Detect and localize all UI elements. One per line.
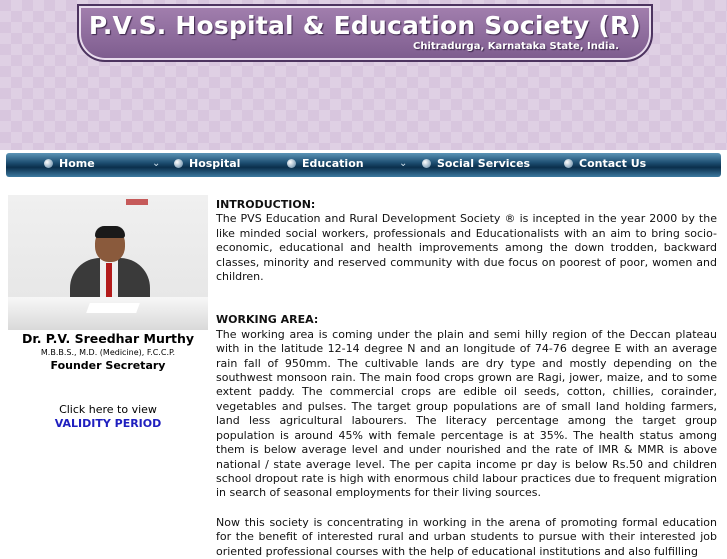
nav-label: Home (59, 157, 95, 170)
now-paragraph: Now this society is concentrating in working in the arena of promoting formal education for the benefit of interested rural and urban students to pursue with their interested job oriented professional courses with the help of educational institutions and also fulfilling (216, 515, 717, 558)
intro-heading: INTRODUCTION: (216, 198, 316, 211)
nav-label: Social Services (437, 157, 531, 170)
founder-role: Founder Secretary (50, 359, 166, 372)
site-subtitle: Chitradurga, Karnataka State, India. (413, 41, 619, 52)
nav-bullet-icon (44, 159, 53, 168)
nav-bullet-icon (174, 159, 183, 168)
nav-label: Hospital (189, 157, 241, 170)
site-header (0, 0, 727, 150)
validity-period-link[interactable]: VALIDITY PERIOD (54, 417, 162, 430)
main-nav (6, 153, 721, 177)
site-title: P.V.S. Hospital & Education Society (R) (88, 11, 642, 40)
nav-label: Contact Us (579, 157, 647, 170)
nav-bullet-icon (422, 159, 431, 168)
nav-item-education[interactable] (287, 153, 364, 177)
chevron-down-icon[interactable]: ⌄ (152, 158, 161, 169)
nav-item-hospital[interactable] (174, 153, 240, 177)
nav-label: Education (302, 157, 364, 170)
spacer (216, 501, 717, 516)
working-area-heading: WORKING AREA: (216, 313, 319, 327)
main-content (216, 198, 717, 559)
papers (86, 303, 140, 313)
nav-item-contact-us[interactable] (564, 153, 646, 177)
founder-photo (8, 195, 208, 330)
intro-paragraph: The PVS Education and Rural Development Society ® is incepted in the year 2000 by the like minded social workers, professionals and Educationalists with an aim to bring socio-economic, educational and health improvements among the down trodden, backward classes, minority and reserved community with due focus on poorest of poor, women and children. (216, 212, 717, 284)
person-tie (106, 263, 112, 297)
validity-prompt: Click here to view (59, 403, 157, 416)
wall-sign (126, 199, 148, 205)
working-area-paragraph: The working area is coming under the plain and semi hilly region of the Deccan plateau with in the latitude 12-14 degree N and an longitude of 74-76 degree E with an average rain fall of 950mm. The cultivable lands are dry type and mostly depending on the southwest monsoon rain. The main food crops grown are Ragi, jower, maize, and to some extent paddy. The commercial crops are edible oil seeds, cotton, chillies, corainder, vegetables and pulses. The target group populations are of small land holding farmers, land less agricultural labourers. The literacy percentage among the target group population is around 45% with female percentage is at 35%. The health status among them is below average level and under nourished and the rate of IMR & MMR is above national / state average level. The per capita income pr day is below Rs.50 and children school dropout rate is high with enormous child labour practices due to frequent migration in search of seasonal employments for their living sources. (216, 327, 717, 500)
title-banner (77, 4, 653, 62)
founder-qualifications: M.B.B.S., M.D. (Medicine), F.C.C.P. (40, 348, 176, 357)
spacer (216, 284, 717, 313)
founder-name: Dr. P.V. Sreedhar Murthy (21, 331, 195, 346)
desk (8, 297, 208, 330)
nav-item-home[interactable] (44, 153, 95, 177)
chevron-down-icon[interactable]: ⌄ (399, 158, 408, 169)
nav-bullet-icon (564, 159, 573, 168)
nav-item-social-services[interactable] (422, 153, 530, 177)
person-hair (95, 226, 125, 238)
nav-bullet-icon (287, 159, 296, 168)
